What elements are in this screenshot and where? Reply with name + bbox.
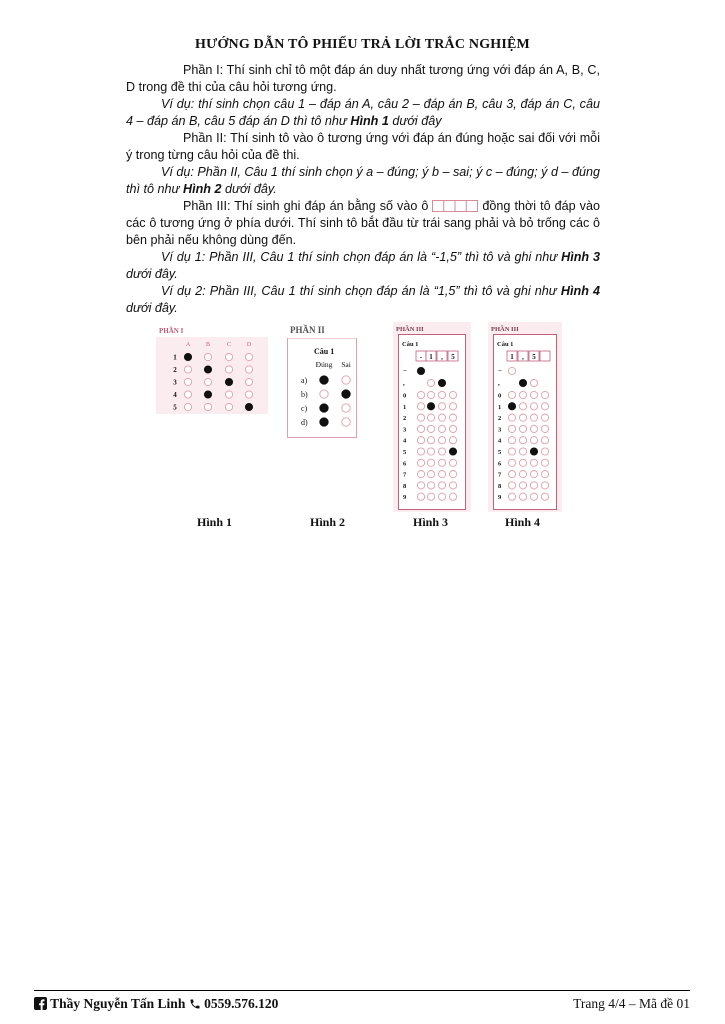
digit-row-label-8: 8 <box>498 482 502 490</box>
item-label: a) <box>301 376 308 385</box>
digit-row-label-1: 1 <box>498 403 502 411</box>
bubble-true <box>320 418 328 426</box>
bubble-5-C <box>225 403 232 410</box>
bubble-3-D <box>245 378 252 385</box>
part3-example2: Ví dụ 2: Phần III, Câu 1 thí sinh chọn đáp án là “1,5” thì tô và ghi như Hình 4 dưới đây. <box>126 284 601 315</box>
comma-row-label: , <box>403 379 405 387</box>
bubble-digit-8 <box>530 482 537 489</box>
bubble-digit-9 <box>449 493 456 500</box>
bubble-digit-7 <box>519 471 526 478</box>
bubble-digit-5 <box>519 448 526 455</box>
digit-row-label-1: 1 <box>403 403 407 411</box>
bubble-digit-6 <box>530 459 537 466</box>
minus-row-label: − <box>403 367 407 375</box>
minus-row-label: − <box>498 367 502 375</box>
fig4-ref: Hình 4 <box>560 284 601 298</box>
bubble-digit-4 <box>449 437 456 444</box>
bubble-digit-0 <box>438 391 445 398</box>
bubble-1-A <box>184 353 191 360</box>
bubble-digit-0 <box>449 391 456 398</box>
bubble-1-C <box>225 353 232 360</box>
sheet-header: PHẦN III <box>491 326 519 333</box>
bubble-digit-7 <box>438 471 445 478</box>
bubble-digit-6 <box>519 459 526 466</box>
bubble-digit-6 <box>541 459 548 466</box>
footer-page-info: Trang 4/4 – Mã đề 01 <box>573 996 690 1011</box>
bubble-digit-4 <box>530 437 537 444</box>
bubble-2-A <box>184 366 191 373</box>
part1-example: Ví dụ: thí sinh chọn câu 1 – đáp án A, câu 2 – đáp án B, câu 3, đáp án C, câu 4 – đáp án B, câu 5 đáp án D thì tô như Hình 1 dưới đây <box>126 97 600 128</box>
figure-3-part3-sheet <box>393 322 471 512</box>
digit-row-label-0: 0 <box>403 392 407 400</box>
bubble-minus <box>508 367 515 374</box>
part1-text: Phần I: Thí sinh chỉ tô một đáp án duy nhất tương ứng với đáp án A, B, C, D trong đề thi của câu hỏi tương ứng. <box>126 63 600 94</box>
column-false-label: Sai <box>341 360 351 369</box>
item-label: b) <box>301 390 308 399</box>
digit-row-label-3: 3 <box>498 426 502 434</box>
bubble-digit-0 <box>519 391 526 398</box>
bubble-digit-2 <box>449 414 456 421</box>
bubble-digit-9 <box>438 493 445 500</box>
bubble-digit-2 <box>427 414 434 421</box>
digit-row-label-7: 7 <box>403 471 407 479</box>
bubble-digit-6 <box>449 459 456 466</box>
fig2-ref: Hình 2 <box>183 182 222 196</box>
bubble-digit-8 <box>541 482 548 489</box>
digit-row-label-2: 2 <box>498 415 502 423</box>
bubble-false <box>342 376 350 384</box>
bubble-digit-8 <box>519 482 526 489</box>
bubble-digit-5 <box>417 448 424 455</box>
digit-row-label-4: 4 <box>403 437 407 445</box>
digit-row-label-0: 0 <box>498 392 502 400</box>
bubble-digit-8 <box>417 482 424 489</box>
bubble-digit-6 <box>417 459 424 466</box>
bubble-digit-1 <box>449 403 456 410</box>
bubble-digit-7 <box>449 471 456 478</box>
bubble-digit-3 <box>508 425 515 432</box>
digit-row-label-3: 3 <box>403 426 407 434</box>
instructions-body <box>126 62 600 317</box>
bubble-digit-7 <box>541 471 548 478</box>
row-label-5: 5 <box>173 403 177 412</box>
bubble-1-B <box>204 353 211 360</box>
phone-icon <box>189 998 201 1010</box>
part2-text: Phần II: Thí sinh tô vào ô tương ứng với đáp án đúng hoặc sai đối với mỗi ý trong từng câu hỏi của đề thi. <box>126 131 600 162</box>
bubble-5-A <box>184 403 191 410</box>
bubble-digit-0 <box>417 391 424 398</box>
bubble-digit-5 <box>438 448 445 455</box>
bubble-false <box>342 418 350 426</box>
answer-box <box>540 351 550 361</box>
item-label: d) <box>301 418 308 427</box>
sheet-header: PHẦN I <box>159 327 184 335</box>
fig3-ref: Hình 3 <box>561 250 601 264</box>
column-label-D: D <box>246 342 252 348</box>
column-label-A: A <box>185 342 191 348</box>
bubble-false <box>342 404 350 412</box>
bubble-digit-1 <box>530 403 537 410</box>
row-label-4: 4 <box>173 391 177 399</box>
bubble-digit-6 <box>438 459 445 466</box>
bubble-comma <box>427 379 434 386</box>
bubble-digit-3 <box>438 425 445 432</box>
bubble-digit-1 <box>438 403 445 410</box>
answer-box-char: 1 <box>429 353 433 361</box>
digit-row-label-5: 5 <box>403 449 407 456</box>
bubble-digit-0 <box>427 391 434 398</box>
bubble-comma <box>519 379 526 386</box>
bubble-4-C <box>225 391 232 398</box>
bubble-5-B <box>204 403 211 410</box>
bubble-true <box>320 376 328 384</box>
sheet-header: PHẦN III <box>396 326 424 333</box>
figure-4-caption: Hình 4 <box>505 515 541 529</box>
bubble-1-D <box>245 353 252 360</box>
part3-text: Phần III: Thí sinh ghi đáp án bằng số vào ô đồng thời tô đáp vào các ô tương ứng ở phía dưới. Thí sinh tô bắt đầu từ trái sang phải và bỏ trống các ô bên phải nếu không dùng đến. <box>126 199 600 247</box>
bubble-digit-7 <box>508 471 515 478</box>
question-label: Câu 1 <box>314 347 335 356</box>
bubble-digit-4 <box>519 437 526 444</box>
sheet-header: PHẦN II <box>290 325 325 335</box>
row-label-2: 2 <box>173 366 177 374</box>
bubble-digit-2 <box>508 414 515 421</box>
bubble-3-C <box>225 378 232 385</box>
digit-row-label-8: 8 <box>403 482 407 490</box>
answer-box-char: 1 <box>510 353 514 361</box>
bubble-digit-3 <box>541 425 548 432</box>
bubble-digit-3 <box>449 425 456 432</box>
bubble-digit-7 <box>427 471 434 478</box>
bubble-digit-3 <box>530 425 537 432</box>
answer-box-illustration <box>432 200 478 212</box>
bubble-digit-8 <box>427 482 434 489</box>
item-label: c) <box>301 404 308 413</box>
bubble-digit-3 <box>427 425 434 432</box>
column-label-B: B <box>205 342 211 348</box>
bubble-digit-8 <box>438 482 445 489</box>
bubble-digit-8 <box>449 482 456 489</box>
bubble-4-D <box>245 391 252 398</box>
bubble-digit-7 <box>530 471 537 478</box>
answer-box-char: - <box>419 353 423 361</box>
row-label-3: 3 <box>173 378 177 387</box>
digit-row-label-7: 7 <box>498 471 502 479</box>
figure-4-part3-sheet <box>488 322 562 512</box>
digit-row-label-5: 5 <box>498 449 502 456</box>
bubble-digit-4 <box>508 437 515 444</box>
digit-row-label-6: 6 <box>498 460 502 468</box>
facebook-icon <box>34 997 47 1010</box>
fig1-ref: Hình 1 <box>350 114 389 128</box>
bubble-digit-4 <box>541 437 548 444</box>
digit-row-label-9: 9 <box>498 494 502 502</box>
bubble-digit-2 <box>541 414 548 421</box>
bubble-digit-6 <box>508 459 515 466</box>
bubble-digit-7 <box>417 471 424 478</box>
bubble-digit-5 <box>427 448 434 455</box>
bubble-digit-5 <box>530 448 537 455</box>
answer-box-char: , <box>522 353 524 361</box>
bubble-digit-3 <box>417 425 424 432</box>
figure-2-part2-sheet <box>287 322 357 438</box>
bubble-minus <box>417 367 424 374</box>
bubble-digit-5 <box>541 448 548 455</box>
bubble-digit-1 <box>417 403 424 410</box>
figure-1-caption: Hình 1 <box>197 515 233 529</box>
question-label: Câu 1 <box>497 341 514 348</box>
bubble-true <box>320 390 328 398</box>
column-label-C: C <box>226 342 232 348</box>
bubble-digit-1 <box>508 403 515 410</box>
bubble-comma <box>438 379 445 386</box>
part2-example: Ví dụ: Phần II, Câu 1 thí sinh chọn ý a – đúng; ý b – sai; ý c – đúng; ý d – đúng thì tô như Hình 2 dưới đây. <box>126 165 600 196</box>
footer-author: Thầy Nguyễn Tấn Linh 0559.576.120 <box>34 996 278 1012</box>
bubble-digit-9 <box>530 493 537 500</box>
bubble-digit-8 <box>508 482 515 489</box>
question-label: Câu 1 <box>402 341 419 348</box>
digit-row-label-2: 2 <box>403 415 407 423</box>
bubble-digit-1 <box>541 403 548 410</box>
bubble-2-D <box>245 366 252 373</box>
bubble-digit-9 <box>417 493 424 500</box>
bubble-digit-2 <box>417 414 424 421</box>
bubble-digit-0 <box>541 391 548 398</box>
bubble-4-A <box>184 391 191 398</box>
bubble-digit-0 <box>508 391 515 398</box>
bubble-digit-9 <box>541 493 548 500</box>
figure-3-caption: Hình 3 <box>413 515 449 529</box>
bubble-digit-3 <box>519 425 526 432</box>
bubble-3-A <box>184 378 191 385</box>
figure-1-part1-sheet <box>156 322 268 414</box>
bubble-digit-0 <box>530 391 537 398</box>
comma-row-label: , <box>498 379 500 387</box>
figure-2-caption: Hình 2 <box>310 515 346 529</box>
digit-row-label-9: 9 <box>403 494 407 502</box>
bubble-5-D <box>245 403 252 410</box>
bubble-digit-1 <box>519 403 526 410</box>
digit-row-label-4: 4 <box>498 437 502 445</box>
bubble-digit-5 <box>508 448 515 455</box>
column-true-label: Đúng <box>315 360 333 369</box>
footer-divider <box>34 990 690 991</box>
bubble-3-B <box>204 378 211 385</box>
bubble-digit-9 <box>508 493 515 500</box>
bubble-digit-2 <box>530 414 537 421</box>
bubble-digit-9 <box>519 493 526 500</box>
digit-row-label-6: 6 <box>403 460 407 468</box>
answer-box-char: 5 <box>532 353 536 361</box>
answer-box-char: 5 <box>451 353 455 361</box>
bubble-digit-1 <box>427 403 434 410</box>
bubble-2-B <box>204 366 211 373</box>
answer-box-char: , <box>441 353 443 361</box>
bubble-digit-6 <box>427 459 434 466</box>
bubble-comma <box>530 379 537 386</box>
bubble-digit-2 <box>519 414 526 421</box>
bubble-digit-4 <box>438 437 445 444</box>
bubble-digit-4 <box>427 437 434 444</box>
part3-example1: Ví dụ 1: Phần III, Câu 1 thí sinh chọn đáp án là “-1,5” thì tô và ghi như Hình 3 dưới đây. <box>126 250 601 281</box>
page-title: HƯỚNG DẪN TÔ PHIẾU TRẢ LỜI TRẮC NGHIỆM <box>195 37 530 52</box>
bubble-digit-5 <box>449 448 456 455</box>
bubble-digit-9 <box>427 493 434 500</box>
bubble-2-C <box>225 366 232 373</box>
bubble-true <box>320 404 328 412</box>
bubble-digit-2 <box>438 414 445 421</box>
bubble-digit-4 <box>417 437 424 444</box>
bubble-4-B <box>204 391 211 398</box>
bubble-false <box>342 390 350 398</box>
row-label-1: 1 <box>173 353 177 362</box>
